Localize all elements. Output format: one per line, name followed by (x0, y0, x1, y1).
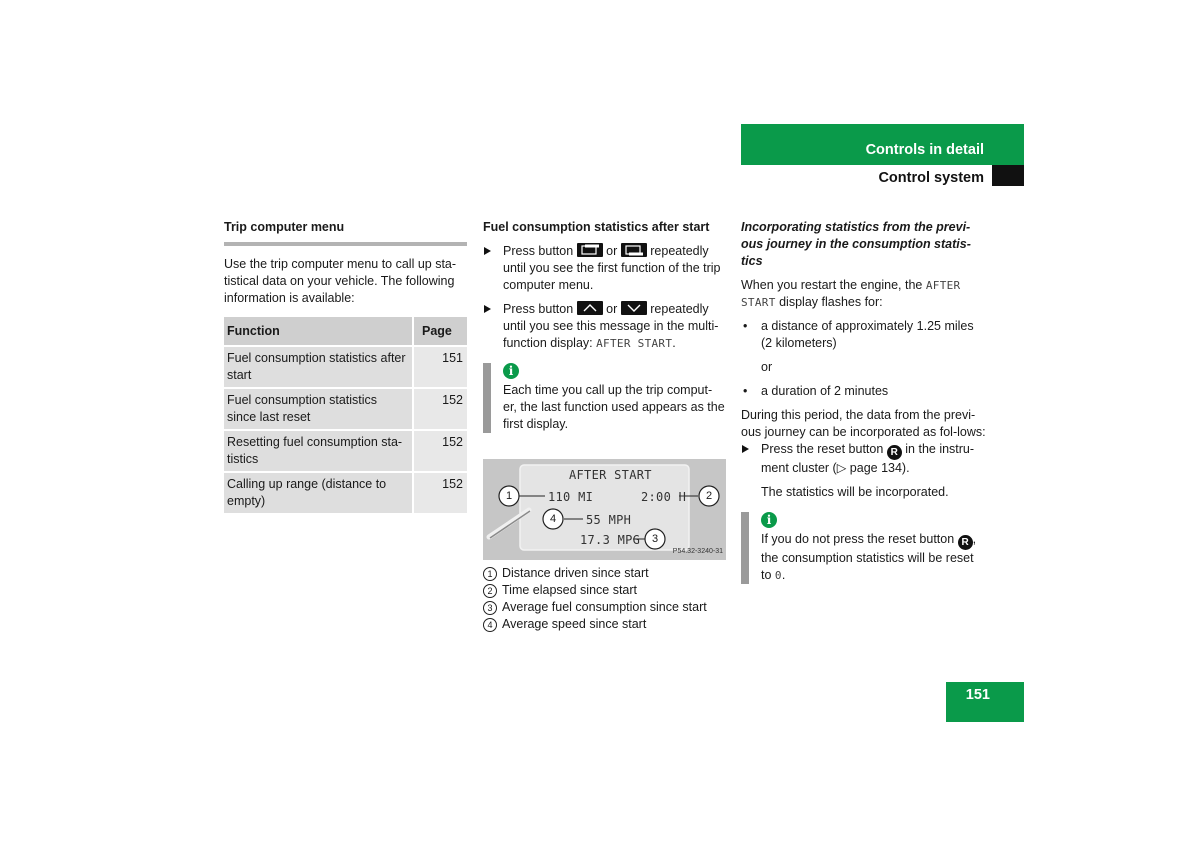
step-text: in the instru-ment cluster (▷ page 134). (761, 442, 975, 475)
note-text-part: If you do not press the reset button (761, 532, 955, 546)
note-text: Each time you call up the trip comput-er, the last function used appears as the first display. (503, 383, 725, 431)
instruction-list (483, 243, 726, 352)
table-cell-function: Fuel consumption statistics since last reset (224, 388, 413, 430)
legend-text: Average fuel consumption since start (502, 600, 707, 614)
info-note (741, 512, 986, 584)
table-cell-function: Fuel consumption statistics after start (224, 346, 413, 388)
step-arrow-icon (484, 305, 491, 313)
figure-legend (483, 565, 726, 633)
table-header-function: Function (224, 317, 413, 346)
info-note (483, 363, 726, 433)
instruction-step (483, 243, 726, 294)
table-header-page: Page (413, 317, 467, 346)
intro-paragraph: Use the trip computer menu to call up sta-tistical data on your vehicle. The following information is available: (224, 257, 457, 305)
step-text: or (606, 302, 618, 316)
legend-number: 4 (483, 618, 497, 632)
punctuation: . (672, 336, 676, 350)
display-time: 2:00 H (641, 490, 687, 504)
legend-number: 3 (483, 601, 497, 615)
reset-button-icon: R (887, 445, 902, 460)
legend-item (483, 616, 726, 633)
legend-text: Time elapsed since start (502, 583, 638, 597)
step-text: repeatedly until you see the first function of the trip computer menu. (503, 244, 721, 292)
display-distance: 110 MI (548, 490, 594, 504)
heading-incorporating-statistics: Incorporating statistics from the previ-ous journey in the consumption statis-tics (741, 220, 971, 268)
bullet-item (741, 318, 986, 352)
info-icon: i (761, 512, 777, 528)
callout-3: 3 (651, 533, 659, 545)
page-down-button-icon (621, 243, 647, 257)
page-number-box (946, 682, 1024, 722)
page-number: 151 (965, 687, 990, 703)
legend-number: 1 (483, 567, 497, 581)
bullet-item (741, 383, 986, 400)
table-cell-page: 152 (413, 472, 467, 513)
section-title: Controls in detail (865, 142, 984, 158)
legend-number: 2 (483, 584, 497, 598)
table-cell-function: Resetting fuel consumption sta-tistics (224, 430, 413, 472)
callout-2: 2 (705, 490, 713, 502)
note-bar (741, 512, 749, 584)
table-cell-page: 152 (413, 388, 467, 430)
table-cell-function: Calling up range (distance to empty) (224, 472, 413, 513)
table-cell-page: 152 (413, 430, 467, 472)
info-icon: i (503, 363, 519, 379)
column-trip-computer-menu (224, 219, 467, 513)
step-text: repeatedly until you see this message in the multi-function display: (503, 302, 719, 350)
step-text: Press button (503, 244, 574, 258)
or-text: or (761, 360, 773, 374)
heading-trip-computer-menu: Trip computer menu (224, 220, 345, 234)
callout-1: 1 (505, 490, 513, 502)
column-incorporating-statistics (741, 219, 986, 584)
table-row (224, 430, 467, 472)
table-cell-page: 151 (413, 346, 467, 388)
arrow-down-button-icon (621, 301, 647, 315)
step-text: Press button (503, 302, 574, 316)
step-arrow-icon (484, 247, 491, 255)
table-row (224, 472, 467, 513)
step-text: or (606, 244, 618, 258)
display-consumption: 17.3 MPG (580, 533, 641, 547)
legend-text: Distance driven since start (502, 566, 649, 580)
legend-item (483, 582, 726, 599)
note-text (761, 531, 986, 584)
page-up-button-icon (577, 243, 603, 257)
paragraph-period: During this period, the data from the previ-ous journey can be incorporated as fol-lows: (741, 408, 986, 439)
display-speed: 55 MPH (586, 513, 632, 527)
note-text-part: , the consumption statistics will be reset to (761, 532, 977, 582)
heading-fuel-statistics: Fuel consumption statistics after start (483, 220, 710, 234)
callout-4: 4 (549, 513, 557, 525)
step-text: Press the reset button (761, 442, 884, 456)
arrow-up-button-icon (577, 301, 603, 315)
column-fuel-statistics (483, 219, 726, 633)
table-row (224, 346, 467, 388)
display-value: 0 (774, 569, 782, 582)
multifunction-display-figure (483, 459, 726, 560)
subsection-title: Control system (878, 170, 984, 186)
instruction-step (483, 301, 726, 352)
heading-rule (224, 242, 467, 246)
bullet-dot-icon: • (743, 319, 748, 333)
step-arrow-icon (742, 445, 749, 453)
figure-reference: P54.32-3240-31 (672, 548, 723, 555)
legend-item (483, 599, 726, 616)
display-message: AFTER START (741, 279, 961, 309)
header-marker (992, 165, 1024, 186)
display-message: AFTER START (596, 337, 673, 350)
paragraph-text: display flashes for: (779, 295, 883, 309)
paragraph-restart (741, 277, 986, 311)
bullet-dot-icon: • (743, 384, 748, 398)
result-text: The statistics will be incorporated. (761, 485, 949, 499)
bullet-text: a duration of 2 minutes (761, 384, 889, 398)
paragraph-text: When you restart the engine, the (741, 278, 923, 292)
display-title: AFTER START (569, 468, 652, 482)
reset-button-icon: R (958, 535, 973, 550)
function-table (224, 317, 467, 513)
instruction-step (741, 441, 986, 477)
table-row (224, 388, 467, 430)
note-bar (483, 363, 491, 433)
bullet-text: a distance of approximately 1.25 miles (2 kilometers) (761, 319, 974, 350)
legend-item (483, 565, 726, 582)
legend-text: Average speed since start (502, 617, 647, 631)
instruction-list (741, 441, 986, 477)
punctuation: . (781, 568, 786, 582)
